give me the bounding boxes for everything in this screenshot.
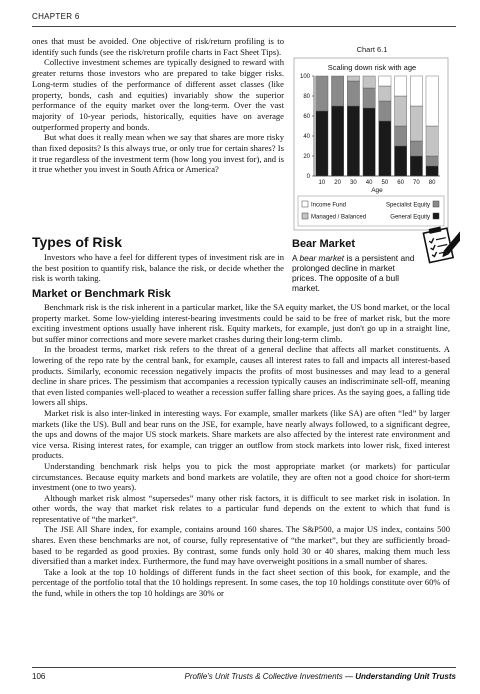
bar-segment <box>394 76 406 96</box>
bar-segment <box>426 126 438 156</box>
legend-swatch <box>302 201 308 207</box>
chapter-label: CHAPTER 6 <box>32 12 80 21</box>
legend-label: Managed / Balanced <box>311 214 367 221</box>
bar-segment <box>347 106 359 176</box>
legend-label: Income Fund <box>311 202 347 209</box>
x-tick-label: 30 <box>350 180 357 186</box>
paragraph: ones that must be avoided. One objective of risk/return profiling is to identify such funds (see the risk/return profile charts in Fact Sheet Tips). <box>32 36 284 57</box>
paragraph: Collective investment schemes are typically designed to reward with greater returns those investors who are prepared to take bigger risks. Long-term studies of the performance of different asset classes (like property, bonds, cash and equities) invariably show the superior performance of the equity market over the long-term. Over the vast majority of 10-year periods, historically, equities have on average outperformed property and bonds. <box>32 57 284 132</box>
x-tick-label: 50 <box>381 180 389 186</box>
bar-segment <box>347 81 359 106</box>
bar-segment <box>363 76 375 88</box>
legend-swatch <box>433 201 439 207</box>
x-tick-label: 40 <box>365 180 373 186</box>
section-heading-market-risk: Market or Benchmark Risk <box>32 288 171 300</box>
bar-segment <box>426 166 438 176</box>
bar-segment <box>410 106 422 141</box>
book-title-prefix: Profile's Unit Trusts & Collective Investments — <box>184 672 356 681</box>
bar-segment <box>379 76 391 86</box>
header-rule <box>32 26 456 27</box>
bar-segment <box>394 146 406 176</box>
paragraph: Benchmark risk is the risk inherent in a particular market, like the SA equity market, the US bond market, or the local property market. Some low-yielding interest-bearing investments could be said to be free of market risk, but the more exciting investment options usually have inherent risk. Equity markets, for example, just don't go up in a straight line, but suffer minor corrections and more severe market crashes during their long-term climb. <box>32 302 450 344</box>
bar-segment <box>410 76 422 106</box>
legend-swatch <box>433 213 439 219</box>
footer-rule <box>32 667 456 668</box>
paragraph: Take a look at the top 10 holdings of different funds in the fact sheet section of this book, for example, and the percentage of the portfolio total that the 10 holdings represent. In some cases, the top 10 holdings constitute over 60% of the fund, while in others the top 10 holdings are 30% or <box>32 566 450 599</box>
legend-label: General Equity <box>390 214 430 221</box>
bar-segment <box>379 86 391 101</box>
age-risk-chart <box>290 40 450 232</box>
bar-segment <box>379 121 391 176</box>
checklist-pencil-icon <box>420 222 460 266</box>
main-body <box>32 302 450 599</box>
bar-segment <box>331 106 343 176</box>
paragraph: But what does it really mean when we say that shares are more risky than fixed deposits? Is this always true, or only true for certain shares? Is it true regardless of the investment term (how long you invest for), and is it true whether you invest in South Africa or America? <box>32 132 284 175</box>
y-tick-label: 20 <box>303 154 310 161</box>
bar-segment <box>426 76 438 126</box>
x-tick-label: 20 <box>334 180 341 186</box>
paragraph: Although market risk almost “supersedes” many other risk factors, it is difficult to see market risk in isolation. In other words, the way that market risk relates to a particular fund depends on the extent to which that fund is representative of “the market”. <box>32 492 450 524</box>
left-column <box>32 36 284 175</box>
bar-segment <box>347 76 359 81</box>
paragraph: The JSE All Share index, for example, contains around 160 shares. The S&P500, a major US index, contains 500 shares. Even these benchmarks are not, of course, fully representative of “the market”, but they are sufficiently broad-based to be regarded as good proxies. By contrast, some funds only hold 30 or 40 shares, making them much less diversified than a market index. Furthermore, the fund may have overweight positions in a small number of shares. <box>32 524 450 567</box>
bar-segment <box>394 96 406 126</box>
sidebar-text <box>292 253 420 293</box>
bar-segment <box>316 111 328 176</box>
bar-segment <box>316 76 328 111</box>
bar-segment <box>379 101 391 121</box>
y-tick-label: 100 <box>299 74 310 81</box>
legend-swatch <box>302 213 308 219</box>
bar-segment <box>331 76 343 106</box>
x-tick-label: 10 <box>318 180 326 186</box>
chart-label: Chart 6.1 <box>356 45 388 54</box>
bar-segment <box>410 141 422 156</box>
bar-segment <box>363 108 375 176</box>
sidebar-title: Bear Market <box>292 238 355 250</box>
page-number: 106 <box>32 672 46 681</box>
section-heading-types-of-risk: Types of Risk <box>32 234 122 250</box>
book-title <box>184 672 456 681</box>
y-tick-label: 60 <box>303 114 310 121</box>
bar-segment <box>410 156 422 176</box>
x-tick-label: 60 <box>397 180 404 186</box>
x-tick-label: 80 <box>428 180 436 186</box>
legend-label: Specialist Equity <box>385 202 430 209</box>
book-title-bold: Understanding Unit Trusts <box>355 672 456 681</box>
y-tick-label: 80 <box>303 94 310 101</box>
x-axis-label: Age <box>371 187 383 194</box>
x-tick-label: 70 <box>413 180 420 186</box>
sidebar-text-lead: A <box>292 253 300 263</box>
bar-segment <box>426 156 438 166</box>
paragraph: Understanding benchmark risk helps you to pick the most appropriate market (or markets) for particular circumstances. Because equity markets and bond markets are volatile, they are often not a good choice for short-term investment (one to two years). <box>32 460 450 493</box>
bar-segment <box>363 88 375 108</box>
sidebar-definition <box>292 238 420 293</box>
paragraph: Market risk is also inter-linked in interesting ways. For example, smaller markets (like SA) are often “led” by larger markets (like the US). Bull and bear runs on the JSE, for example, have nearly always followed, to a significant degree, the ups and downs of the major US stock markets. Share markets are also affected by the interest rate environment and vice versa. Rising interest rates, for example, can trigger an outflow from stock markets into lower risk, fixed interest products. <box>32 407 450 461</box>
sidebar-term: bear market <box>299 253 345 263</box>
paragraph: Investors who have a feel for different types of investment risk are in the best position to quantify risk, balance the risk, or decide whether the risk is worth taking. <box>32 252 284 284</box>
paragraph: In the broadest terms, market risk refers to the threat of a general decline that affects all market constituents. A lowering of the repo rate by the central bank, for example, causes all interest rates to fall and impacts all interest-based products. Similarly, economic recession negatively impacts the profits of most businesses and may lead to a general decline in share prices. The pessimism that accompanies a recession typically causes an indiscriminate sell-off, meaning that even listed companies well-placed to weather a recession suffer falling share prices. As the saying goes, a falling tide lowers all ships. <box>32 344 450 408</box>
chart-title: Scaling down risk with age <box>327 63 417 72</box>
y-tick-label: 0 <box>306 174 310 181</box>
y-tick-label: 40 <box>303 134 310 141</box>
bar-segment <box>394 126 406 146</box>
sidebar-text-rest: is a persistent and prolonged decline in market prices. The opposite of a bull market. <box>292 253 415 293</box>
